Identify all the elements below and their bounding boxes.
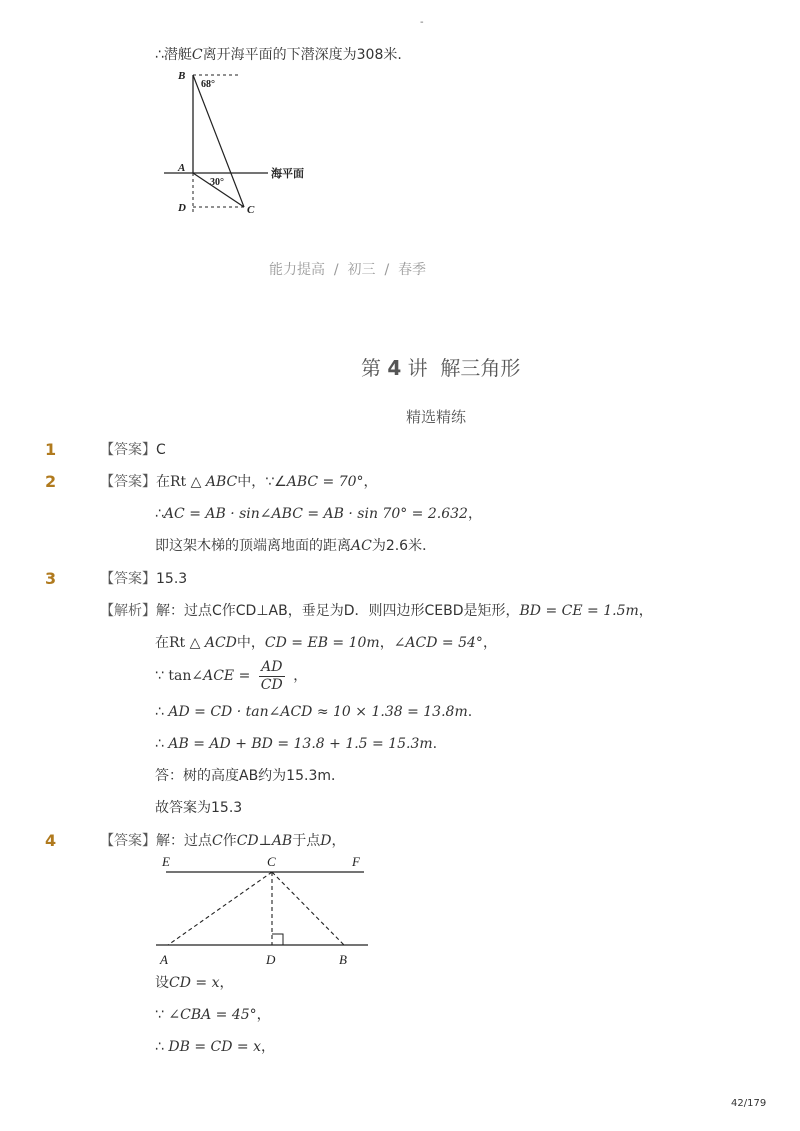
- q2-line-2: ∴AC = AB · sin∠ABC = AB · sin 70° = 2.632，: [155, 506, 482, 522]
- label-D: D: [266, 952, 276, 967]
- q3-analysis-line-5: ∴ AB = AD + BD = 13.8 + 1.5 = 15.3m.: [155, 736, 438, 752]
- label-E: E: [162, 854, 170, 869]
- q4-line-3: ∵ ∠CBA = 45°，: [155, 1007, 271, 1023]
- q3-answer: 【答案】15.3: [100, 571, 188, 587]
- label-C: C: [267, 854, 276, 869]
- sea-level-label: 海平面: [271, 167, 304, 180]
- question-number-1: 1: [45, 440, 57, 459]
- label-D: D: [178, 202, 186, 214]
- q2-line-1: 【答案】在Rt △ ABC中，∵∠ABC = 70°，: [100, 474, 378, 490]
- q3-analysis-line-1: 【解析】解：过点C作CD⊥AB，垂足为D．则四边形CEBD是矩形，BD = CE = 1.5m，: [100, 603, 653, 619]
- label-A: A: [160, 952, 168, 967]
- question-number-4: 4: [45, 831, 57, 850]
- angle-68-label: 68°: [201, 79, 215, 90]
- therefore-symbol: ∴: [155, 47, 164, 63]
- q3-analysis-line-6: 答：树的高度AB约为15.3m．: [155, 768, 345, 784]
- course-footer: 能力提高 / 初三 / 春季: [269, 262, 427, 278]
- q4-line-2: 设CD = x，: [155, 975, 234, 991]
- parallel-lines-diagram: [150, 852, 375, 970]
- label-F: F: [352, 854, 360, 869]
- q4-line-1: 【答案】解：过点C作CD⊥AB于点D，: [100, 833, 346, 849]
- question-number-2: 2: [45, 472, 57, 491]
- lecture-title: 第 4 讲 解三角形: [361, 356, 521, 380]
- q2-line-3: 即这架木梯的顶端离地面的距离AC为2.6米．: [155, 538, 437, 554]
- q3-analysis-line-2: 在Rt △ ACD中，CD = EB = 10m，∠ACD = 54°，: [155, 635, 497, 651]
- label-A: A: [178, 162, 186, 174]
- page-number: 42/179: [731, 1098, 767, 1109]
- label-B: B: [178, 70, 186, 82]
- submarine-diagram: [150, 65, 330, 220]
- q3-analysis-line-7: 故答案为15.3: [155, 800, 243, 816]
- header-mark: -: [420, 17, 424, 28]
- angle-30-label: 30°: [210, 177, 224, 188]
- intro-conclusion: ∴潜艇C离开海平面的下潜深度为308米.: [155, 47, 402, 63]
- label-C: C: [247, 204, 255, 216]
- line-CA-dashed: [168, 872, 272, 945]
- q4-line-4: ∴ DB = CD = x，: [155, 1039, 275, 1055]
- label-B: B: [339, 952, 347, 967]
- q1-answer: 【答案】C: [100, 442, 166, 458]
- q3-analysis-line-4: ∴ AD = CD · tan∠ACD ≈ 10 × 1.38 = 13.8m.: [155, 704, 473, 720]
- question-number-3: 3: [45, 569, 57, 588]
- right-angle-mark: [272, 934, 283, 945]
- section-title: 精选精练: [406, 408, 467, 426]
- q3-analysis-line-3: ∵ tan∠ACE = $\frac{AD}{CD}$ ，: [155, 658, 308, 693]
- fraction-AD-over-CD: $\frac{AD}{CD}$: [260, 658, 283, 693]
